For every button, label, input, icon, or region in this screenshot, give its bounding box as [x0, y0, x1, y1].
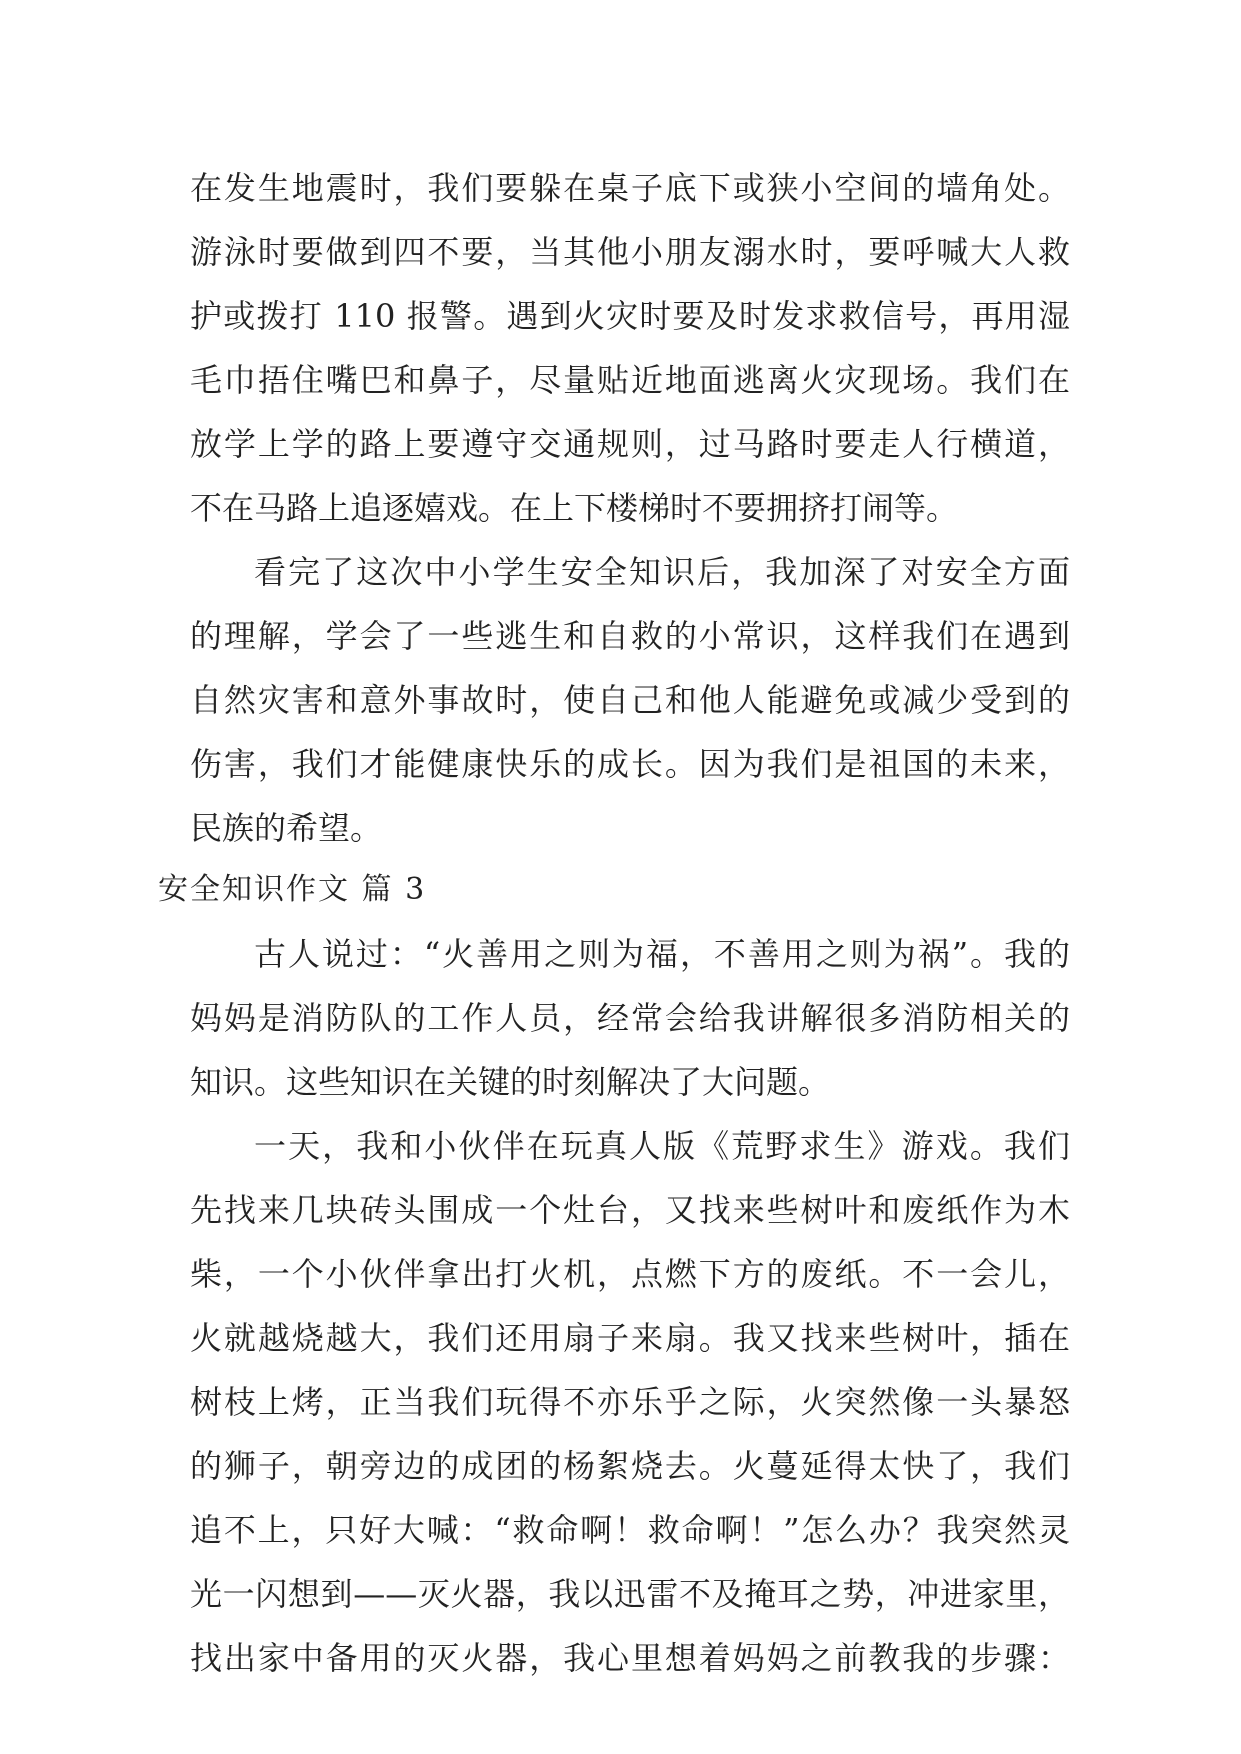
text-line: 民族的希望。	[190, 809, 383, 847]
section-heading: 安全知识作文 篇 3	[158, 872, 427, 907]
text-line: 的狮子，朝旁边的成团的杨絮烧去。火蔓延得太快了，我们	[190, 1447, 1070, 1485]
text-line: 柴，一个小伙伴拿出打火机，点燃下方的废纸。不一会儿，	[190, 1255, 1070, 1293]
text-line: 先找来几块砖头围成一个灶台，又找来些树叶和废纸作为木	[190, 1191, 1070, 1229]
text-line: 妈妈是消防队的工作人员，经常会给我讲解很多消防相关的	[190, 999, 1070, 1037]
text-line: 毛巾捂住嘴巴和鼻子，尽量贴近地面逃离火灾现场。我们在	[190, 361, 1070, 399]
text-line: 找出家中备用的灭火器，我心里想着妈妈之前教我的步骤：	[190, 1639, 1070, 1677]
text-line: 游泳时要做到四不要，当其他小朋友溺水时，要呼喊大人救	[190, 233, 1070, 271]
text-line: 的理解，学会了一些逃生和自救的小常识，这样我们在遇到	[190, 617, 1070, 655]
paragraph-first-line: 看完了这次中小学生安全知识后，我加深了对安全方面	[254, 553, 1070, 591]
text-line: 追不上，只好大喊：“救命啊！救命啊！”怎么办？我突然灵	[190, 1511, 1070, 1549]
text-line: 自然灾害和意外事故时，使自己和他人能避免或减少受到的	[190, 681, 1070, 719]
text-line: 放学上学的路上要遵守交通规则，过马路时要走人行横道，	[190, 425, 1070, 463]
text-line: 知识。这些知识在关键的时刻解决了大问题。	[190, 1063, 831, 1101]
text-line: 光一闪想到——灭火器，我以迅雷不及掩耳之势，冲进家里，	[190, 1575, 1070, 1613]
text-line: 不在马路上追逐嬉戏。在上下楼梯时不要拥挤打闹等。	[190, 489, 959, 527]
text-line: 树枝上烤，正当我们玩得不亦乐乎之际，火突然像一头暴怒	[190, 1383, 1070, 1421]
paragraph-first-line: 古人说过：“火善用之则为福，不善用之则为祸”。我的	[254, 935, 1070, 973]
text-line: 护或拨打 110 报警。遇到火灾时要及时发求救信号，再用湿	[190, 297, 1070, 335]
text-line: 伤害，我们才能健康快乐的成长。因为我们是祖国的未来，	[190, 745, 1070, 783]
text-line: 火就越烧越大，我们还用扇子来扇。我又找来些树叶，插在	[190, 1319, 1070, 1357]
paragraph-first-line: 一天，我和小伙伴在玩真人版《荒野求生》游戏。我们	[254, 1127, 1070, 1165]
text-line: 在发生地震时，我们要躲在桌子底下或狭小空间的墙角处。	[190, 169, 1070, 207]
